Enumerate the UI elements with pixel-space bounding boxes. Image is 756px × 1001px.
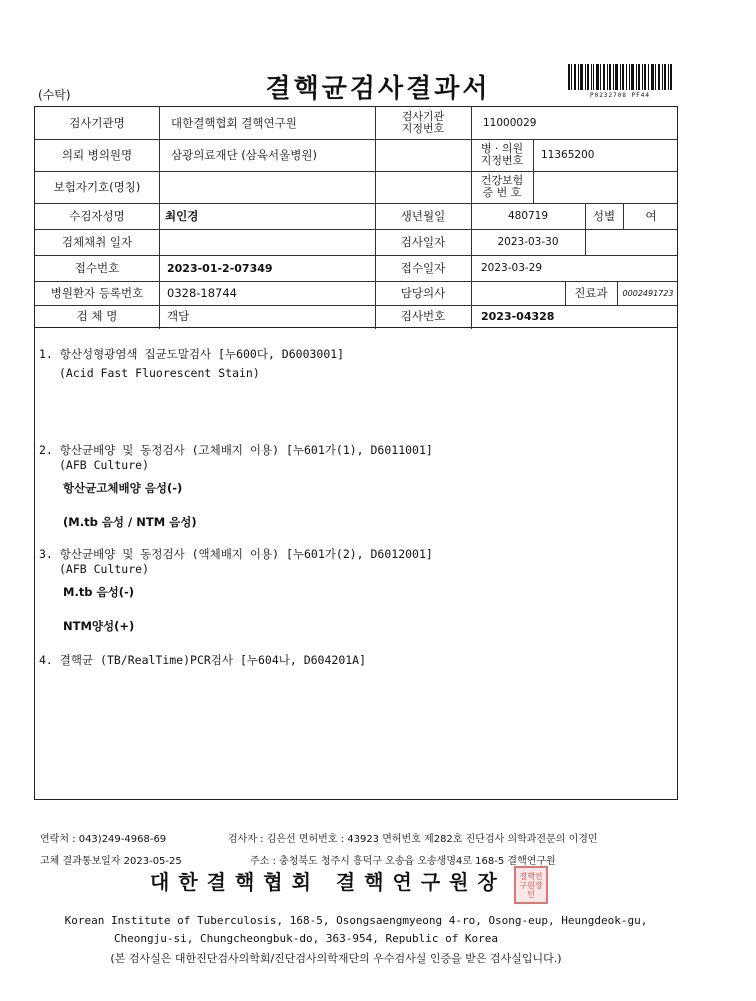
chart-no-label: 병원환자 등록번호 <box>50 286 144 300</box>
certification-note: (본 검사실은 대한진단검사의학회/진단검사의학재단의 우수검사실 인증을 받은 검사실입니다.) <box>110 952 562 965</box>
receipt-no-value: 2023-01-2-07349 <box>167 261 273 275</box>
inspect-org-no-label: 검사기관 지정번호 <box>401 110 445 135</box>
inspect-org-no-value: 11000029 <box>483 117 537 129</box>
health-no-label: 건강보험 증 번 호 <box>480 174 524 199</box>
barcode-number: P0232708 PF44 <box>590 92 650 99</box>
test-no-label: 검사번호 <box>400 309 446 323</box>
dept-label: 진료과 <box>574 286 608 300</box>
specimen-value: 객담 <box>167 309 190 323</box>
chart-no-value: 0328-18744 <box>167 286 237 300</box>
result-item-2-detail: (M.tb 음성 / NTM 음성) <box>63 515 197 529</box>
patient-name-value: 최인경 <box>165 209 199 223</box>
receipt-date-value: 2023-03-29 <box>481 262 543 274</box>
result-item-2-outcome: 항산균고체배양 음성(-) <box>63 481 183 495</box>
official-seal-stamp: 결핵연구원장인 <box>514 866 548 904</box>
address-english-line-2: Cheongju-si, Chungcheongbuk-do, 363-954, Republic of Korea <box>113 932 499 945</box>
address-english-line-1: Korean Institute of Tuberculosis, 168-5, Osongsaengmyeong 4-ro, Osong-eup, Heungdeok-gu, <box>64 914 648 927</box>
patient-name-label: 수검자성명 <box>69 209 125 223</box>
birth-label: 생년월일 <box>400 209 446 223</box>
receipt-tag: (수탁) <box>38 88 71 102</box>
contact-info: 연락처 : 043)249-4968-69 <box>40 834 167 845</box>
insurance-label: 보험자기호(명칭) <box>53 180 141 194</box>
doctor-label: 담당의사 <box>400 286 446 300</box>
test-no-value: 2023-04328 <box>481 309 555 323</box>
request-hospital-label: 의뢰 병의원명 <box>61 148 133 162</box>
collect-date-label: 검체채취 일자 <box>61 235 133 249</box>
birth-value: 480719 <box>507 210 549 222</box>
hospital-no-value: 11365200 <box>541 149 595 161</box>
patient-info-table <box>34 106 678 328</box>
receipt-no-label: 접수번호 <box>74 261 120 275</box>
report-date: 고체 결과통보일자 2023-05-25 <box>40 856 182 867</box>
sex-label: 성별 <box>592 209 616 223</box>
result-item-3-outcome-ntm: NTM양성(+) <box>63 619 135 633</box>
inspect-org-value: 대한결핵협회 결핵연구원 <box>171 116 297 130</box>
dept-value: 0002491723 <box>622 288 674 298</box>
result-item-2-english: (AFB Culture) <box>59 458 150 472</box>
result-item-3-outcome-mtb: M.tb 음성(-) <box>63 585 135 599</box>
result-item-4-title: 4. 결핵균 (TB/RealTime)PCR검사 [누604나, D604201A] <box>39 653 367 667</box>
institute-name: 대한결핵협회 결핵연구원장 <box>150 870 506 894</box>
result-item-1-title: 1. 항산성형광염색 집균도말검사 [누600다, D6003001] <box>39 347 345 361</box>
inspector-info: 검사자 : 김은선 면허번호 : 43923 면허번호 제282호 진단검사 의학과전문의 이경민 <box>228 834 598 845</box>
test-date-value: 2023-03-30 <box>497 236 559 248</box>
barcode-icon <box>568 64 672 90</box>
document-title: 결핵균검사결과서 <box>265 74 491 104</box>
result-item-3-title: 3. 항산균배양 및 동정검사 (액체배지 이용) [누601가(2), D6012001] <box>39 547 433 561</box>
sex-value: 여 <box>645 209 657 223</box>
result-item-2-title: 2. 항산균배양 및 동정검사 (고체배지 이용) [누601가(1), D6011001] <box>39 443 433 457</box>
specimen-label: 검 체 명 <box>76 309 118 323</box>
test-date-label: 검사일자 <box>400 235 446 249</box>
address-korean: 주소 : 충청북도 청주시 흥덕구 오송읍 오송생명4로 168-5 결핵연구원 <box>250 856 556 867</box>
inspect-org-label: 검사기관명 <box>69 116 125 130</box>
results-section <box>34 328 678 800</box>
hospital-no-label: 병 · 의원 지정번호 <box>480 142 524 167</box>
receipt-date-label: 접수일자 <box>400 261 446 275</box>
result-item-3-english: (AFB Culture) <box>59 562 150 576</box>
result-item-1-english: (Acid Fast Fluorescent Stain) <box>59 366 260 380</box>
request-hospital-value: 삼광의료재단 (삼육서울병원) <box>171 148 317 162</box>
